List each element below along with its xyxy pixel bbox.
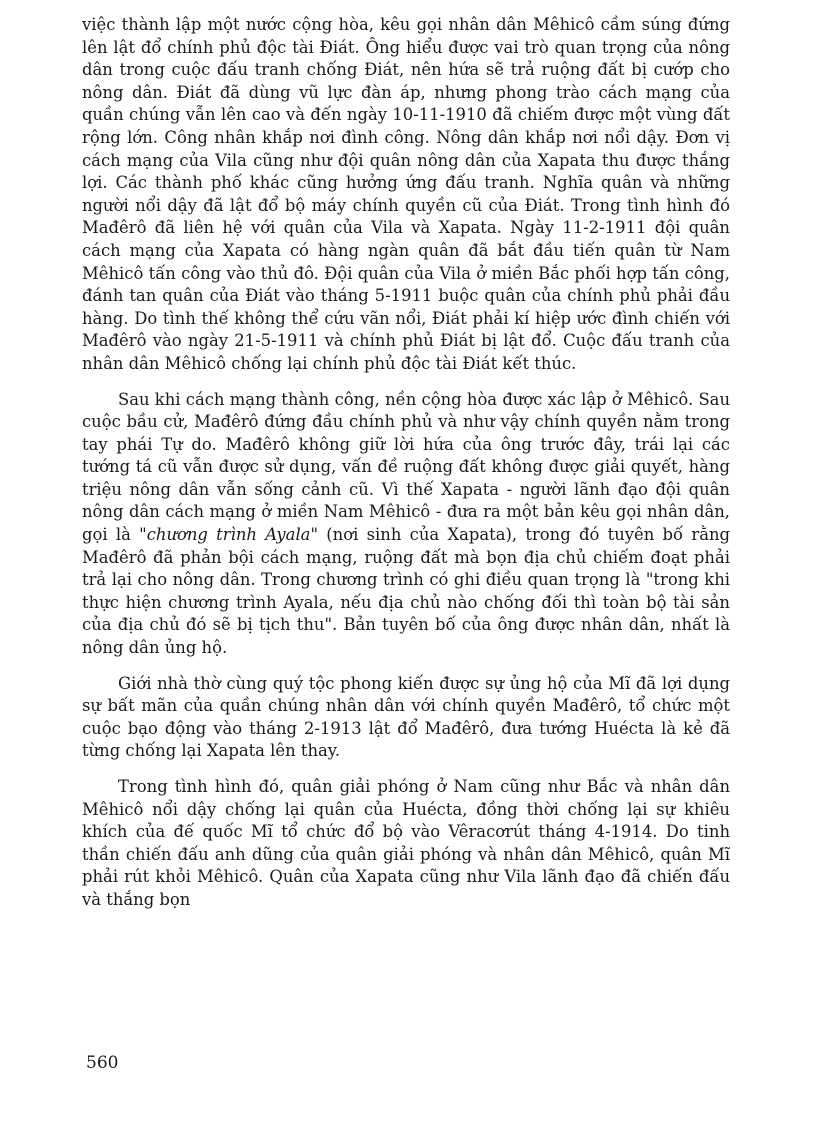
paragraph-2-text-before: Sau khi cách mạng thành công, nền cộng hòa được xác lập ở Mêhicô. Sau cuộc bầu cử, Mađêrô đứng đầu chính phủ và như vậy chính quyền nằm trong tay phái Tự do. Mađêrô không giữ lời hứa của ông trước đây, trái lại các tướng tá cũ vẫn được sử dụng, vấn đề ruộng đất không được giải quyết, hàng triệu nông dân vẫn sống cảnh cũ. Vì thế Xapata - người lãnh đạo đội quân nông dân cách mạng ở miền Nam Mêhicô - đưa ra một bản kêu gọi nhân dân, gọi là " [82,389,730,545]
paragraph-2-italic-title: chương trình Ayala [146,525,311,545]
paragraph-1: việc thành lập một nước cộng hòa, kêu gọi nhân dân Mêhicô cầm súng đứng lên lật đổ chính phủ độc tài Điát. Ông hiểu được vai trò quan trọng của nông dân trong cuộc đấu tranh chống Điát, nên hứa sẽ trả ruộng đất bị cướp cho nông dân. Điát đã dùng vũ lực đàn áp, nhưng phong trào cách mạng của quần chúng vẫn lên cao và đến ngày 10-11-1910 đã chiếm được một vùng đất rộng lớn. Công nhân khắp nơi đình công. Nông dân khắp nơi nổi dậy. Đơn vị cách mạng của Vila cũng như đội quân nông dân của Xapata thu được thắng lợi. Các thành phố khác cũng hưởng ứng đấu tranh. Nghĩa quân và những người nổi dậy đã lật đổ bộ máy chính quyền cũ của Điát. Trong tình hình đó Mađêrô đã liên hệ với quân của Vila và Xapata. Ngày 11-2-1911 đội quân cách mạng của Xapata có hàng ngàn quân đã bắt đầu tiến quân từ Nam Mêhicô tấn công vào thủ đô. Đội quân của Vila ở miền Bắc phối hợp tấn công, đánh tan quân của Điát vào tháng 5-1911 buộc quân của chính phủ phải đầu hàng. Do tình thế không thể cứu vãn nổi, Điát phải kí hiệp ước đình chiến với Mađêrô vào ngày 21-5-1911 và chính phủ Điát bị lật đổ. Cuộc đấu tranh của nhân dân Mêhicô chống lại chính phủ độc tài Điát kết thúc. [82,15,730,373]
paragraph-2-text-after: " (nơi sinh của Xapata), trong đó tuyên bố rằng Mađêrô đã phản bội cách mạng, ruộng đất mà bọn địa chủ chiếm đoạt phải trả lại cho nông dân. Trong chương trình có ghi điều quan trọng là "trong khi thực hiện chương trình Ayala, nếu địa chủ nào chống đối thì toàn bộ tài sản của địa chủ đó sẽ bị tịch thu". Bản tuyên bố của ông được nhân dân, nhất là nông dân ủng hộ. [82,525,731,658]
paragraph-2 [82,389,730,660]
page-number: 560 [86,1053,119,1073]
paragraph-3: Giới nhà thờ cùng quý tộc phong kiến được sự ủng hộ của Mĩ đã lợi dụng sự bất mãn của quần chúng nhân dân với chính quyền Mađêrô, tổ chức một cuộc bạo động vào tháng 2-1913 lật đổ Mađêrô, đưa tướng Huécta là kẻ đã từng chống lại Xapata lên thay. [82,673,730,761]
page-body [82,14,730,912]
paragraph-4: Trong tình hình đó, quân giải phóng ở Nam cũng như Bắc và nhân dân Mêhicô nổi dậy chống lại quân của Huécta, đồng thời chống lại sự khiêu khích của đế quốc Mĩ tổ chức đổ bộ vào Vêracơrút tháng 4-1914. Do tinh thần chiến đấu anh dũng của quân giải phóng và nhân dân Mêhicô, quân Mĩ phải rút khỏi Mêhicô. Quân của Xapata cũng như Vila lãnh đạo đã chiến đấu và thắng bọn [82,777,730,909]
